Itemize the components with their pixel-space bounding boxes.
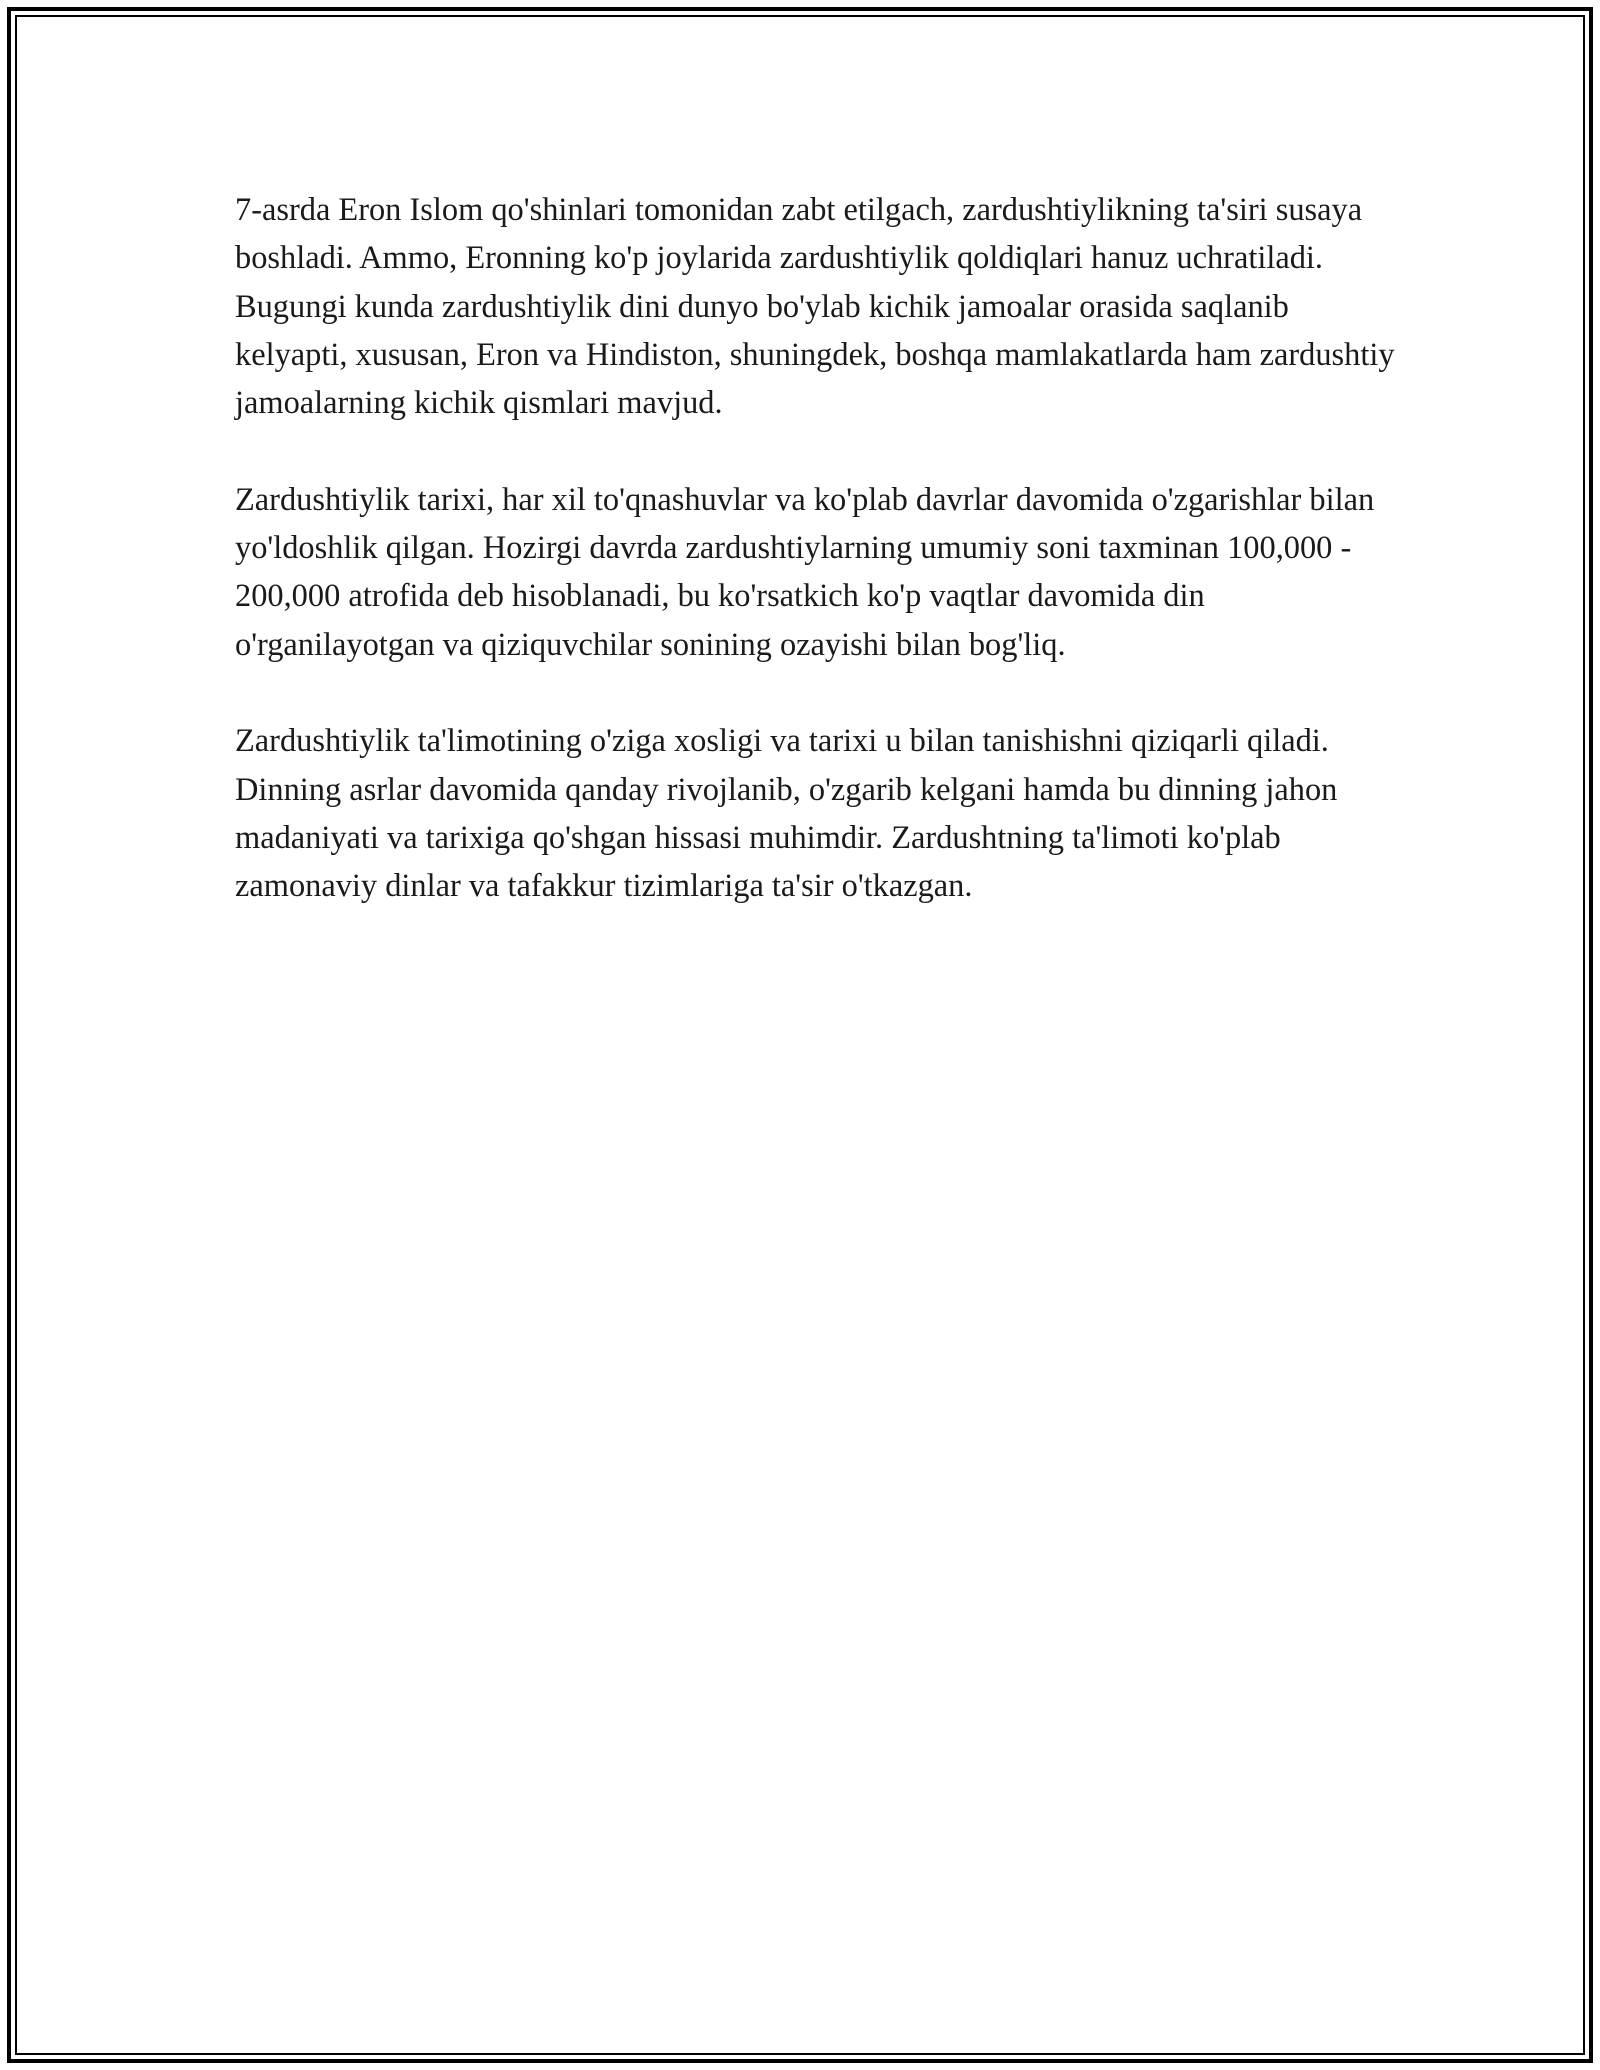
paragraph-3: Zardushtiylik ta'limotining o'ziga xosligi va tarixi u bilan tanishishni qiziqarli qiladi. Dinning asrlar davomida qanday rivojlanib, o'zgarib kelgani hamda bu dinning jahon madaniyati va tarixiga qo'shgan hissasi muhimdir. Zardushtning ta'limoti ko'plab zamonaviy dinlar va tafakkur tizimlariga ta'sir o'tkazgan. — [235, 723, 1338, 905]
paragraph-2: Zardushtiylik tarixi, har xil to'qnashuvlar va ko'plab davrlar davomida o'zgarishlar bilan yo'ldoshlik qilgan. Hozirgi davrda zardushtiylarning umumiy soni taxminan 100,000 - 200,000 atrofida deb hisoblanadi, bu ko'rsatkich ko'p vaqtlar davomida din o'rganilayotgan va qiziquvchilar sonining ozayishi bilan bog'liq. — [235, 481, 1375, 663]
paragraph-1: 7-asrda Eron Islom qo'shinlari tomonidan zabt etilgach, zardushtiylikning ta'siri susaya boshladi. Ammo, Eronning ko'p joylarida zardushtiylik qoldiqlari hanuz uchratiladi. Bugungi kunda zardushtiylik dini dunyo bo'ylab kichik jamoalar orasida saqlanib kelyapti, xususan, Eron va Hindiston, shuningdek, boshqa mamlakatlarda ham zardushtiy jamoalarning kichik qismlari mavjud. — [235, 192, 1395, 422]
document-body — [235, 186, 1395, 910]
